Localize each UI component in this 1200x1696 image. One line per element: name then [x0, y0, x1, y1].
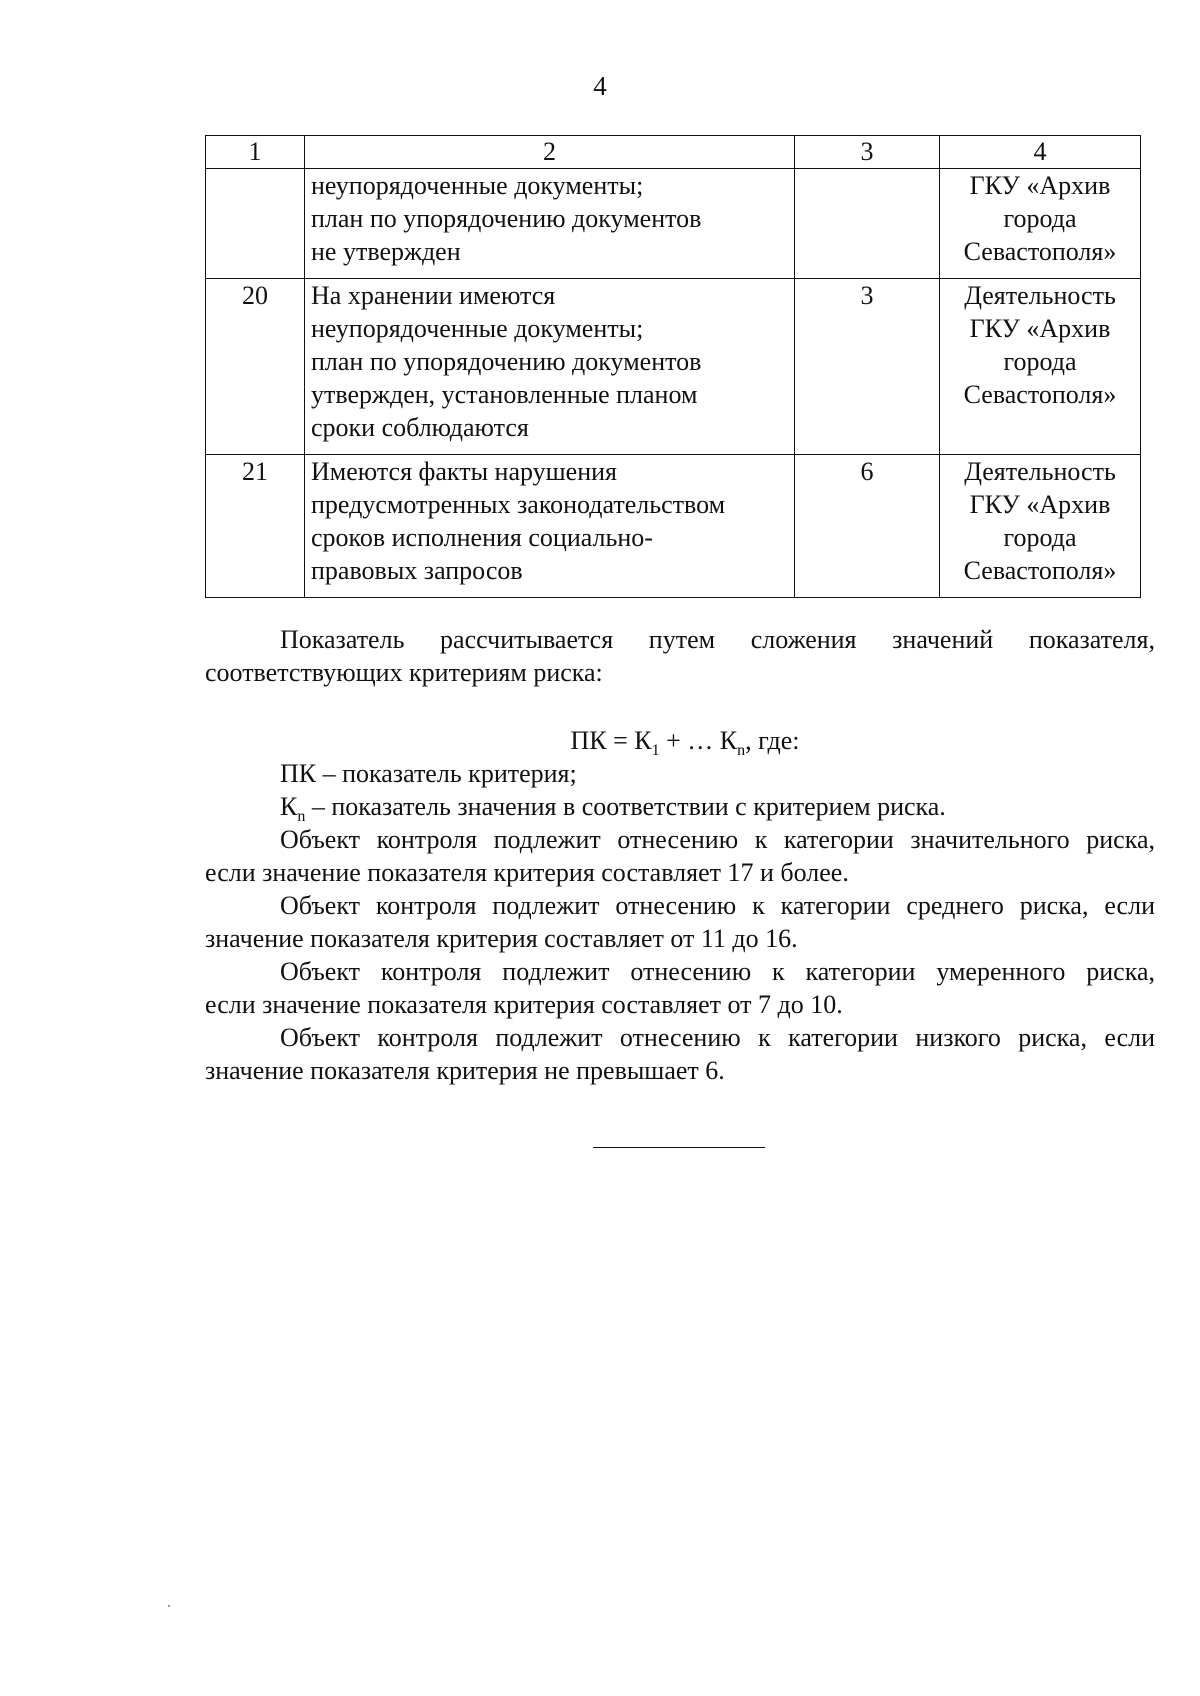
criterion-line: сроки соблюдаются [311, 413, 529, 442]
risk-category-paragraphs [205, 823, 1155, 1087]
criterion-line: На хранении имеются [311, 281, 556, 310]
paragraph-line: Объект контроля подлежит отнесению к категории среднего риска, если [280, 891, 1155, 920]
score-value: 6 [795, 455, 940, 598]
definition-subscript: n [297, 808, 306, 826]
criterion-line: не утвержден [311, 237, 461, 266]
table-row [206, 455, 1141, 598]
source-line: ГКУ «Архив [969, 314, 1111, 343]
source-line: Деятельность [964, 457, 1116, 486]
definition-text: – показатель значения в соответствии с критерием риска. [305, 792, 946, 821]
source-text [940, 169, 1141, 279]
criterion-line: предусмотренных законодательством [311, 490, 726, 519]
criterion-text [305, 169, 795, 279]
header-cell-2: 2 [305, 136, 795, 169]
criterion-line: правовых запросов [311, 556, 523, 585]
row-number: 20 [206, 279, 305, 455]
paragraph-line: Показатель рассчитывается путем сложения значений показателя, [280, 625, 1155, 654]
end-of-document-rule [593, 1147, 765, 1148]
source-line: города [1003, 523, 1077, 552]
score-value [795, 169, 940, 279]
page-number: 4 [593, 71, 607, 101]
criterion-text [305, 455, 795, 598]
source-line: Севастополя» [963, 556, 1117, 585]
paragraph-line: соответствующих критериям риска: [205, 658, 603, 687]
criterion-line: план по упорядочению документов [311, 204, 702, 233]
paragraph-line: если значение показателя критерия составляет 17 и более. [205, 858, 849, 887]
paragraph-line: значение показателя критерия составляет от 11 до 16. [205, 924, 798, 953]
criterion-line: план по упорядочению документов [311, 347, 702, 376]
definition-symbol: К [280, 792, 298, 821]
row-number [206, 169, 305, 279]
criterion-line: неупорядоченные документы; [311, 171, 644, 200]
paragraph-line: значение показателя критерия не превышает 6. [205, 1056, 725, 1085]
table-row [206, 279, 1141, 455]
risk-criteria-table [205, 135, 1141, 598]
formula-part: + … К [659, 726, 738, 755]
paragraph-line: если значение показателя критерия составляет от 7 до 10. [205, 990, 843, 1019]
criterion-line: утвержден, установленные планом [311, 380, 698, 409]
table-header-row [206, 136, 1141, 169]
source-line: ГКУ «Архив [969, 490, 1111, 519]
formula-subscript: 1 [651, 742, 660, 760]
intro-paragraph [205, 623, 1155, 689]
paragraph-line: Объект контроля подлежит отнесению к категории умеренного риска, [280, 957, 1155, 986]
source-line: Севастополя» [963, 380, 1117, 409]
formula-part: ПК = К [570, 726, 652, 755]
table-row [206, 169, 1141, 279]
paragraph-line: Объект контроля подлежит отнесению к категории низкого риска, если [280, 1023, 1155, 1052]
header-cell-3: 3 [795, 136, 940, 169]
criterion-line: неупорядоченные документы; [311, 314, 644, 343]
formula-subscript: n [737, 742, 746, 760]
criterion-line: Имеются факты нарушения [311, 457, 617, 486]
formula-definitions [205, 757, 1155, 833]
header-cell-4: 4 [940, 136, 1141, 169]
source-text [940, 279, 1141, 455]
definition-pk: ПК – показатель критерия; [280, 759, 577, 788]
source-line: ГКУ «Архив [969, 171, 1111, 200]
row-number: 21 [206, 455, 305, 598]
source-text [940, 455, 1141, 598]
header-cell-1: 1 [206, 136, 305, 169]
formula-part: , где: [745, 726, 800, 755]
criterion-text [305, 279, 795, 455]
criterion-line: сроков исполнения социально- [311, 523, 653, 552]
source-line: города [1003, 204, 1077, 233]
scan-speck [168, 1605, 170, 1607]
paragraph-line: Объект контроля подлежит отнесению к категории значительного риска, [280, 825, 1155, 854]
source-line: Севастополя» [963, 237, 1117, 266]
score-value: 3 [795, 279, 940, 455]
source-line: Деятельность [964, 281, 1116, 310]
source-line: города [1003, 347, 1077, 376]
